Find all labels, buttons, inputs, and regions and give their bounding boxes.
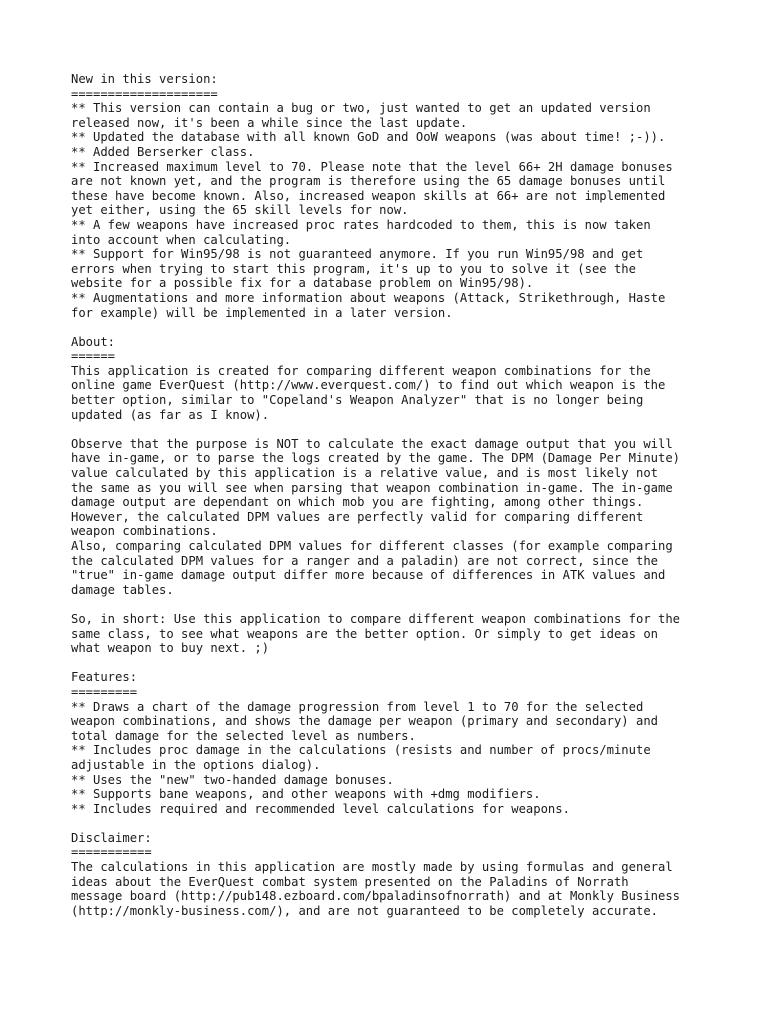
text-line: (http://monkly-business.com/), and are not guaranteed to be completely accurate.: [71, 903, 658, 918]
text-line: Features:: [71, 670, 138, 685]
text-line: ** This version can contain a bug or two, just wanted to get an updated version: [71, 101, 651, 116]
text-line: adjustable in the options dialog).: [71, 757, 321, 772]
text-line: New in this version:: [71, 72, 218, 86]
text-line: "true" in-game damage output differ more because of differences in ATK values and: [71, 568, 666, 583]
text-line: ** Updated the database with all known GoD and OoW weapons (was about time! ;-)).: [71, 130, 666, 145]
document-text: [71, 72, 751, 918]
text-line: updated (as far as I know).: [71, 407, 270, 422]
text-line: same class, to see what weapons are the better option. Or simply to get ideas on: [71, 626, 658, 641]
blank-line: [71, 422, 751, 437]
text-line: ** Includes proc damage in the calculations (resists and number of procs/minute: [71, 743, 651, 758]
text-line: ======: [71, 349, 116, 364]
text-line: ** Includes required and recommended level calculations for weapons.: [71, 801, 570, 816]
text-line: online game EverQuest (http://www.everquest.com/) to find out which weapon is the: [71, 378, 666, 393]
text-line: ** A few weapons have increased proc rates hardcoded to them, this is now taken: [71, 217, 651, 232]
text-line: errors when trying to start this program, it's up to you to solve it (see the: [71, 261, 636, 276]
text-line: weapon combinations.: [71, 524, 218, 539]
text-line: better option, similar to "Copeland's Weapon Analyzer" that is no longer being: [71, 393, 644, 408]
text-line: total damage for the selected level as numbers.: [71, 728, 416, 743]
text-line: About:: [71, 334, 116, 349]
blank-line: [71, 320, 751, 335]
text-line: Also, comparing calculated DPM values for different classes (for example comparing: [71, 539, 673, 553]
text-line: This application is created for comparing different weapon combinations for the: [71, 363, 651, 378]
text-line: value calculated by this application is a relative value, and is most likely not: [71, 466, 658, 481]
text-line: damage output are dependant on which mob you are fighting, among other things.: [71, 495, 644, 510]
text-line: damage tables.: [71, 582, 174, 597]
text-line: ** Uses the "new" two-handed damage bonuses.: [71, 772, 394, 787]
text-line: the same as you will see when parsing that weapon combination in-game. The in-game: [71, 480, 673, 495]
text-line: ** Support for Win95/98 is not guaranteed anymore. If you run Win95/98 and get: [71, 247, 644, 262]
text-line: message board (http://pub148.ezboard.com/bpaladinsofnorrath) and at Monkly Business: [71, 889, 681, 904]
text-line: ** Augmentations and more information about weapons (Attack, Strikethrough, Haste: [71, 290, 666, 305]
text-line: ** Supports bane weapons, and other weapons with +dmg modifiers.: [71, 787, 541, 802]
text-line: ideas about the EverQuest combat system presented on the Paladins of Norrath: [71, 874, 629, 889]
text-line: what weapon to buy next. ;): [71, 641, 270, 656]
text-line: Disclaimer:: [71, 830, 152, 845]
blank-line: [71, 816, 751, 831]
text-line: The calculations in this application are mostly made by using formulas and general: [71, 860, 673, 875]
text-line: Observe that the purpose is NOT to calculate the exact damage output that you will: [71, 436, 673, 451]
text-line: for example) will be implemented in a later version.: [71, 305, 453, 320]
text-line: So, in short: Use this application to compare different weapon combinations for the: [71, 611, 681, 626]
blank-line: [71, 597, 751, 612]
text-line: weapon combinations, and shows the damage per weapon (primary and secondary) and: [71, 714, 658, 729]
text-line: released now, it's been a while since the last update.: [71, 115, 468, 130]
text-line: ====================: [71, 86, 218, 101]
text-line: However, the calculated DPM values are perfectly valid for comparing different: [71, 509, 644, 524]
text-line: ** Increased maximum level to 70. Please note that the level 66+ 2H damage bonuses: [71, 159, 673, 174]
text-line: are not known yet, and the program is therefore using the 65 damage bonuses until: [71, 174, 666, 189]
text-line: ** Added Berserker class.: [71, 144, 255, 159]
text-line: website for a possible fix for a database problem on Win95/98).: [71, 276, 534, 291]
text-line: the calculated DPM values for a ranger and a paladin) are not correct, since the: [71, 553, 658, 568]
text-line: have in-game, or to parse the logs created by the game. The DPM (Damage Per Minute): [71, 451, 681, 466]
text-line: ===========: [71, 845, 152, 860]
text-line: these have become known. Also, increased weapon skills at 66+ are not implemented: [71, 188, 666, 203]
text-line: yet either, using the 65 skill levels for now.: [71, 203, 409, 218]
blank-line: [71, 656, 751, 671]
text-line: =========: [71, 684, 138, 699]
text-line: into account when calculating.: [71, 232, 292, 247]
text-line: ** Draws a chart of the damage progression from level 1 to 70 for the selected: [71, 699, 644, 714]
